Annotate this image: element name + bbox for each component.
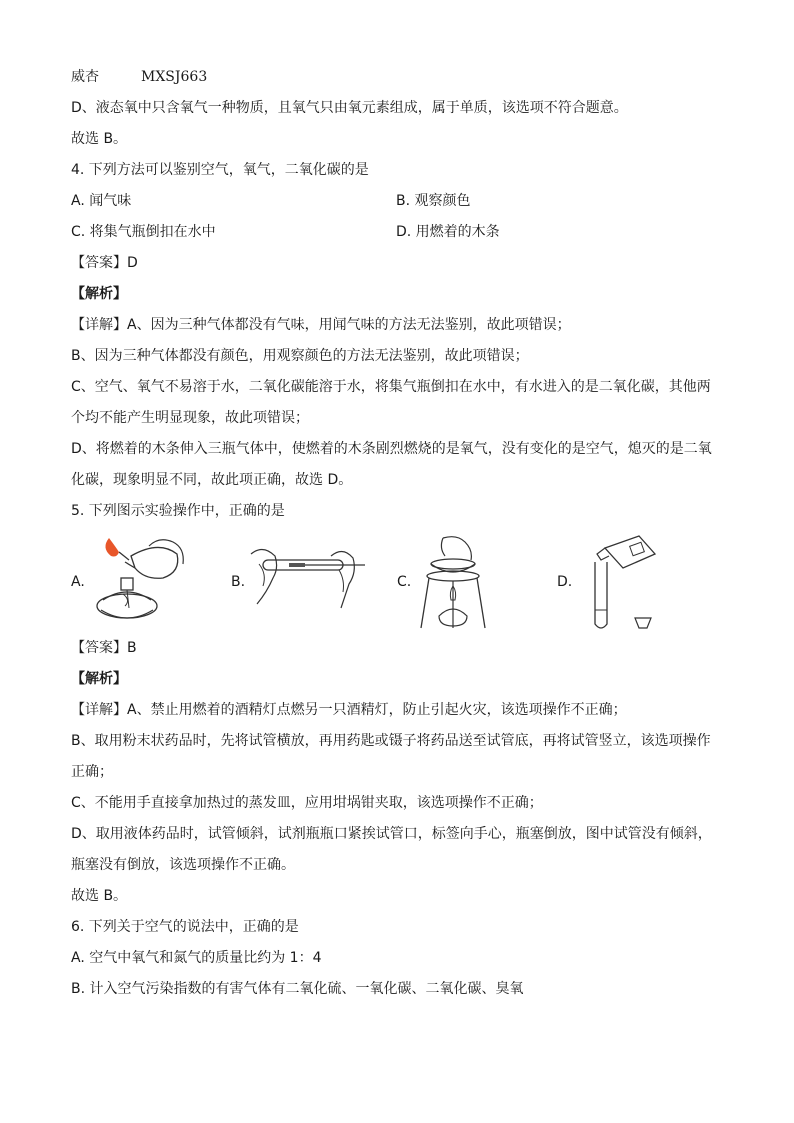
- q6-option-a: A. 空气中氧气和氮气的质量比约为 1：4: [71, 950, 322, 966]
- question-5: 5. 下列图示实验操作中，正确的是: [71, 503, 285, 519]
- question-4: 4. 下列方法可以鉴别空气，氧气，二氧化碳的是: [71, 162, 369, 178]
- text-line: 【详解】A、禁止用燃着的酒精灯点燃另一只酒精灯，防止引起火灾，该选项操作不正确；: [71, 702, 627, 718]
- q5-analysis-heading: 【解析】: [71, 671, 127, 687]
- figure-a: [71, 534, 191, 634]
- text-line: C、空气、氧气不易溶于水，二氧化碳能溶于水，将集气瓶倒扣在水中，有水进入的是二氧化碳，其他两: [71, 379, 711, 395]
- figure-c: [397, 534, 507, 634]
- q4-analysis-heading: 【解析】: [71, 286, 127, 302]
- q4-answer: 【答案】D: [71, 255, 138, 271]
- q4-option-d: D. 用燃着的木条: [396, 224, 500, 240]
- text-line: 正确；: [71, 764, 113, 780]
- text-line: D、取用液体药品时，试管倾斜，试剂瓶瓶口紧挨试管口，标签向手心，瓶塞倒放，图中试管没有倾斜，: [71, 826, 712, 842]
- evaporating-dish-illustration: [413, 534, 493, 630]
- text-line: 故选 B。: [71, 888, 128, 904]
- q4-options-row-2: [71, 222, 731, 242]
- q5-figures: [71, 534, 671, 634]
- q4-options-row-1: [71, 191, 731, 211]
- text-line: 【详解】A、因为三种气体都没有气味，用闻气味的方法无法鉴别，故此项错误；: [71, 317, 571, 333]
- text-line: B、因为三种气体都没有颜色，用观察颜色的方法无法鉴别，故此项错误；: [71, 348, 529, 364]
- q6-option-b: B. 计入空气污染指数的有害气体有二氧化硫、一氧化碳、二氧化碳、臭氧: [71, 981, 524, 997]
- header-brand: 威杏: [71, 69, 99, 85]
- test-tube-powder-illustration: [249, 534, 369, 614]
- q4-option-c: C. 将集气瓶倒扣在水中: [71, 224, 216, 240]
- q4-option-a: A. 闻气味: [71, 193, 132, 209]
- figure-a-label: A.: [71, 574, 85, 590]
- page-header: [71, 67, 207, 87]
- alcohol-lamp-illustration: [89, 534, 189, 630]
- text-line: D、液态氧中只含氧气一种物质，且氧气只由氧元素组成，属于单质，该选项不符合题意。: [71, 100, 628, 116]
- text-line: B、取用粉末状药品时，先将试管横放，再用药匙或镊子将药品送至试管底，再将试管竖立，该选项操作: [71, 733, 711, 749]
- text-line: C、不能用手直接拿加热过的蒸发皿，应用坩埚钳夹取，该选项操作不正确；: [71, 795, 543, 811]
- text-line: D、将燃着的木条伸入三瓶气体中，使燃着的木条剧烈燃烧的是氧气，没有变化的是空气，熄灭的是二氧: [71, 441, 712, 457]
- figure-d: [557, 534, 667, 634]
- figure-b: [231, 534, 381, 634]
- figure-b-label: B.: [231, 574, 246, 590]
- q5-answer: 【答案】B: [71, 640, 137, 656]
- header-code: MXSJ663: [141, 69, 208, 85]
- text-line: 化碳，现象明显不同，故此项正确，故选 D。: [71, 472, 353, 488]
- text-line: 故选 B。: [71, 131, 128, 147]
- figure-c-label: C.: [397, 574, 412, 590]
- question-6: 6. 下列关于空气的说法中，正确的是: [71, 919, 299, 935]
- figure-d-label: D.: [557, 574, 573, 590]
- pouring-liquid-illustration: [575, 534, 665, 634]
- text-line: 瓶塞没有倒放，该选项操作不正确。: [71, 857, 295, 873]
- q4-option-b: B. 观察颜色: [396, 193, 471, 209]
- text-line: 个均不能产生明显现象，故此项错误；: [71, 410, 309, 426]
